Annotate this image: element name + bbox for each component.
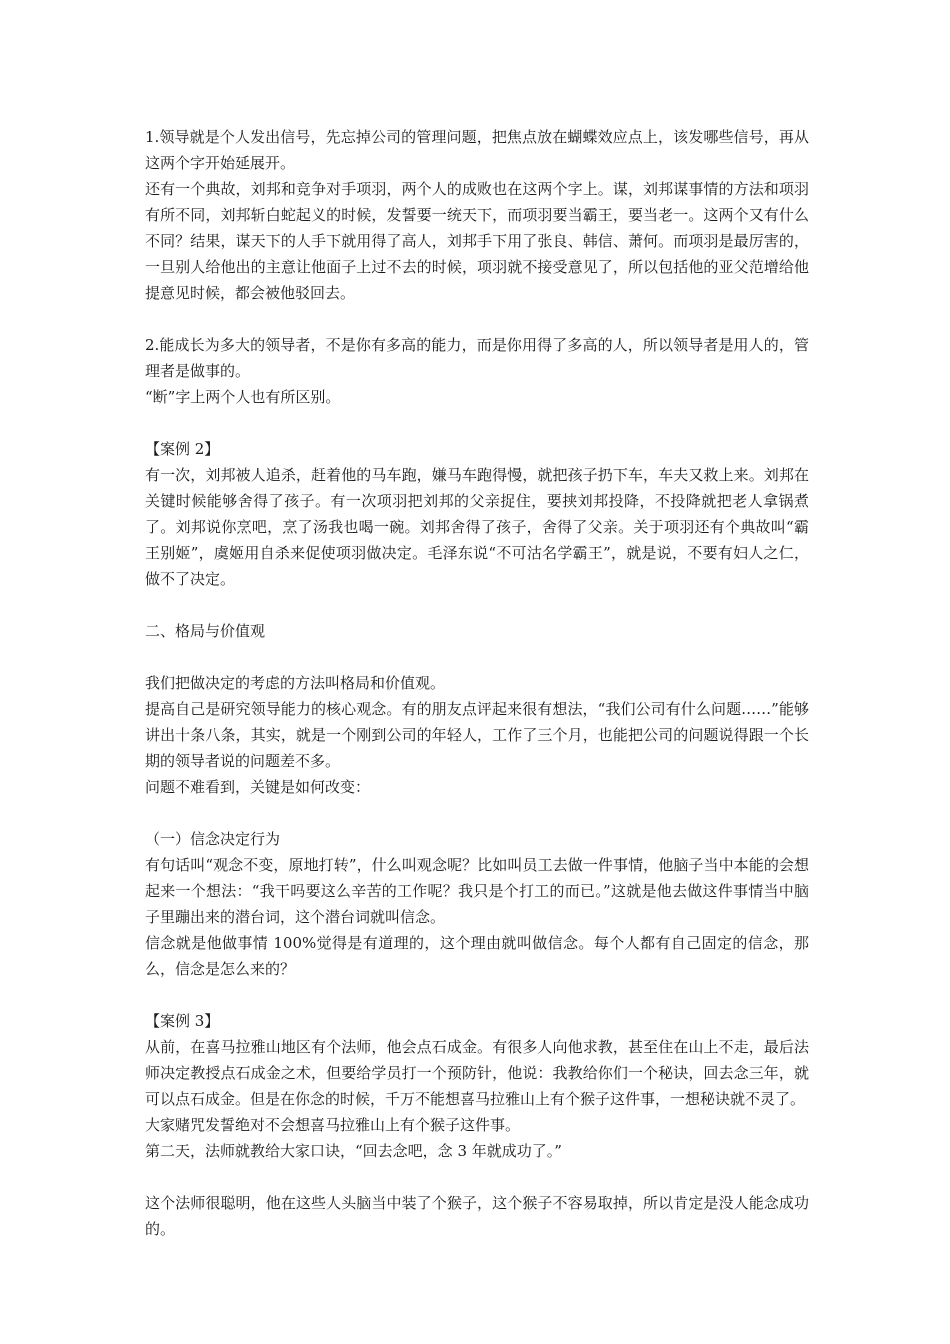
section-heading: 二、格局与价值观 — [145, 622, 266, 640]
paragraph: 大家赌咒发誓绝对不会想喜马拉雅山上有个猴子这件事。 — [145, 1116, 521, 1134]
paragraph: 1.领导就是个人发出信号，先忘掉公司的管理问题，把焦点放在蝴蝶效应点上，该发哪些信号，再从这两个字开始延展开。 — [145, 128, 809, 172]
paragraph-gap — [145, 644, 809, 670]
paragraph-gap — [145, 1164, 809, 1190]
paragraph: 还有一个典故，刘邦和竞争对手项羽，两个人的成败也在这两个字上。谋，刘邦谋事情的方法和项羽有所不同，刘邦斩白蛇起义的时候，发誓要一统天下，而项羽要当霸王，要当老一。这两个又有什么不同？结果，谋天下的人手下就用得了高人，刘邦手下用了张良、韩信、萧何。而项羽是最厉害的，一旦别人给他出的主意让他面子上过不去的时候，项羽就不接受意见了，所以包括他的亚父范增给他提意见时候，都会被他驳回去。 — [145, 180, 809, 302]
paragraph: “断”字上两个人也有所区别。 — [145, 388, 341, 406]
paragraph: 第二天，法师就教给大家口诀，“回去念吧，念 3 年就成功了。” — [145, 1142, 562, 1160]
paragraph: 信念就是他做事情 100%觉得是有道理的，这个理由就叫做信念。每个人都有自己固定的信念，那么，信念是怎么来的？ — [145, 934, 809, 978]
paragraph-gap — [145, 800, 809, 826]
paragraph: 有一次，刘邦被人追杀，赶着他的马车跑，嫌马车跑得慢，就把孩子扔下车，车夫又救上来。刘邦在关键时候能够舍得了孩子。有一次项羽把刘邦的父亲捉住，要挟刘邦投降，不投降就把老人拿锅煮了。刘邦说你烹吧，烹了汤我也喝一碗。刘邦舍得了孩子，舍得了父亲。关于项羽还有个典故叫“霸王别姬”，虞姬用自杀来促使项羽做决定。毛泽东说“不可沽名学霸王”，就是说，不要有妇人之仁，做不了决定。 — [145, 466, 809, 588]
case-heading: 【案例 3】 — [145, 1012, 220, 1030]
paragraph: 我们把做决定的考虑的方法叫格局和价值观。 — [145, 674, 446, 692]
paragraph: 这个法师很聪明，他在这些人头脑当中装了个猴子，这个猴子不容易取掉，所以肯定是没人能念成功的。 — [145, 1194, 809, 1238]
paragraph-gap — [145, 306, 809, 332]
paragraph-gap — [145, 982, 809, 1008]
paragraph: 2.能成长为多大的领导者，不是你有多高的能力，而是你用得了多高的人，所以领导者是用人的，管理者是做事的。 — [145, 336, 809, 380]
paragraph-gap — [145, 410, 809, 436]
document-body — [145, 124, 809, 1242]
subsection-heading: （一）信念决定行为 — [145, 830, 281, 848]
paragraph: 从前，在喜马拉雅山地区有个法师，他会点石成金。有很多人向他求教，甚至住在山上不走，最后法师决定教授点石成金之术，但要给学员打一个预防针，他说：我教给你们一个秘诀，回去念三年，就可以点石成金。但是在你念的时候，千万不能想喜马拉雅山上有个猴子这件事，一想秘诀就不灵了。 — [145, 1038, 809, 1108]
paragraph: 问题不难看到，关键是如何改变： — [145, 778, 371, 796]
case-heading: 【案例 2】 — [145, 440, 220, 458]
paragraph: 提高自己是研究领导能力的核心观念。有的朋友点评起来很有想法，“我们公司有什么问题……”能够讲出十条八条，其实，就是一个刚到公司的年轻人，工作了三个月，也能把公司的问题说得跟一个长期的领导者说的问题差不多。 — [145, 700, 809, 770]
paragraph-gap — [145, 592, 809, 618]
paragraph: 有句话叫“观念不变，原地打转”，什么叫观念呢？比如叫员工去做一件事情，他脑子当中本能的会想起来一个想法：“我干吗要这么辛苦的工作呢？我只是个打工的而已。”这就是他去做这件事情当中脑子里蹦出来的潜台词，这个潜台词就叫信念。 — [145, 856, 809, 926]
